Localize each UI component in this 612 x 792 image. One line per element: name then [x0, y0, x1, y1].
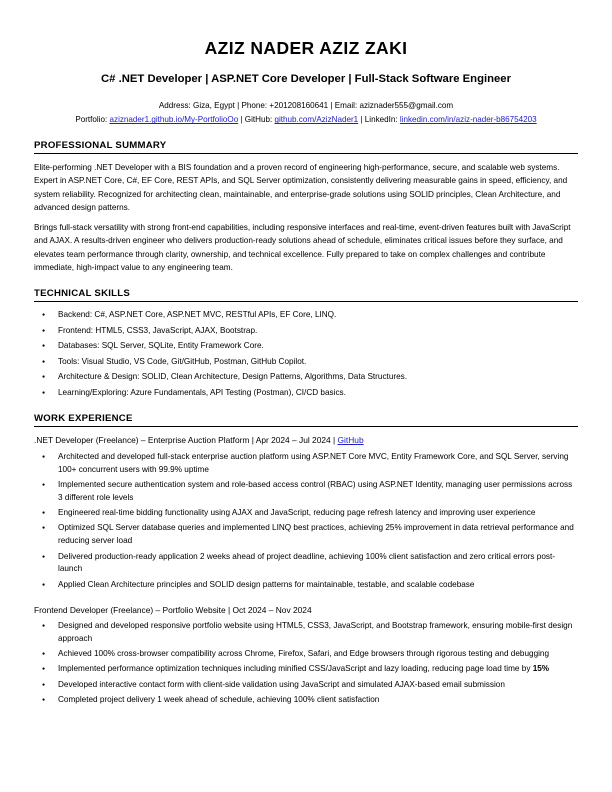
list-item: ● Architected and developed full-stack enterprise auction platform using ASP.NET Core MVC, Entity Framework Core, and SQL Server, serving 100+ concurrent users with 99.9% uptime [34, 451, 578, 477]
contact-line [34, 100, 578, 112]
contact-address-phone-email: Address: Giza, Egypt | Phone: +201208160641 | Email: aziznader555@gmail.com [158, 100, 454, 110]
job-github-link[interactable]: GitHub [337, 435, 364, 446]
list-item: ● Architecture & Design: SOLID, Clean Architecture, Design Patterns, Algorithms, Data Structures. [34, 371, 578, 384]
list-item: ● Completed project delivery 1 week ahead of schedule, achieving 100% client satisfaction [34, 694, 578, 707]
list-item: ● Databases: SQL Server, SQLite, Entity Framework Core. [34, 340, 578, 353]
summary-paragraph: Brings full-stack versatility with strong front-end capabilities, including responsive interfaces and real-time, event-driven features built with JavaScript and AJAX. A results-driven engineer who delivers production-ready solutions ahead of schedule, eliminates critical issues before they surface, and elevates team performance through clarity, ownership, and technical excellence. Fully prepared to take on complex challenges and contribute immediate, high-impact value to any engineering team. [34, 223, 571, 272]
list-item: ● Optimized SQL Server database queries and implemented LINQ best practices, achieving 25% improvement in data retrieval performance and reducing server load [34, 522, 578, 548]
links-line [34, 114, 578, 126]
section-rule-skills [34, 301, 578, 302]
job-bullets [34, 451, 578, 591]
list-item: ● Frontend: HTML5, CSS3, JavaScript, AJAX, Bootstrap. [34, 325, 578, 338]
skills-list [34, 309, 578, 399]
bullet-text-prefix: Implemented performance optimization techniques including minified CSS/JavaScript and lazy loading, reducing page load time by [58, 664, 533, 674]
job-bullets [34, 620, 578, 706]
list-item: ● Delivered production-ready application 2 weeks ahead of project deadline, achieving 100% client satisfaction and zero critical errors post-launch [34, 551, 578, 577]
linkedin-link[interactable]: linkedin.com/in/aziz-nader-b86754203 [399, 115, 537, 125]
github-link[interactable]: github.com/AzizNader1 [274, 115, 359, 125]
job-title-line [34, 434, 578, 447]
resume-header [34, 38, 578, 126]
list-item: ● Designed and developed responsive portfolio website using HTML5, CSS3, JavaScript, and Bootstrap framework, ensuring mobile-first design approach [34, 620, 578, 646]
list-item [34, 663, 578, 676]
list-item: ● Tools: Visual Studio, VS Code, Git/GitHub, Postman, GitHub Copilot. [34, 356, 578, 369]
links-separator-2: | LinkedIn: [358, 115, 400, 125]
list-item: ● Backend: C#, ASP.NET Core, ASP.NET MVC, RESTful APIs, EF Core, LINQ. [34, 309, 578, 322]
job-title-line [34, 604, 578, 617]
section-technical-skills [34, 288, 578, 399]
candidate-headline: C# .NET Developer | ASP.NET Core Developer | Full-Stack Software Engineer [101, 73, 511, 85]
section-title-skills: TECHNICAL SKILLS [34, 288, 131, 300]
links-separator-1: | GitHub: [238, 115, 275, 125]
summary-body [34, 161, 578, 274]
bullet-metric-value: 15% [532, 664, 550, 674]
section-title-summary: PROFESSIONAL SUMMARY [34, 140, 167, 152]
job-title-text: .NET Developer (Freelance) – Enterprise Auction Platform | Apr 2024 – Jul 2024 | [34, 435, 338, 446]
section-rule-experience [34, 426, 578, 427]
job-entry [34, 604, 578, 707]
job-entry [34, 434, 578, 591]
section-rule-summary [34, 153, 578, 154]
candidate-name: AZIZ NADER AZIZ ZAKI [204, 38, 408, 58]
list-item: ● Developed interactive contact form with client-side validation using JavaScript and simulated AJAX-based email submission [34, 679, 578, 692]
job-title-text: Frontend Developer (Freelance) – Portfolio Website | Oct 2024 – Nov 2024 [34, 604, 312, 615]
section-work-experience [34, 413, 578, 706]
list-item: ● Applied Clean Architecture principles and SOLID design patterns for maintainable, testable, and scalable codebase [34, 579, 578, 592]
list-item: ● Achieved 100% cross-browser compatibility across Chrome, Firefox, Safari, and Edge browsers through rigorous testing and debugging [34, 648, 578, 661]
portfolio-label: Portfolio: [75, 115, 110, 125]
list-item: ● Implemented secure authentication system and role-based access control (RBAC) using ASP.NET Identity, managing user permissions across 3 different role levels [34, 479, 578, 505]
portfolio-link[interactable]: aziznader1.github.io/My-PortfolioOo [109, 115, 239, 125]
section-title-experience: WORK EXPERIENCE [34, 413, 133, 425]
list-item: ● Engineered real-time bidding functionality using AJAX and JavaScript, reducing page refresh latency and improving user experience [34, 507, 578, 520]
list-item: ● Learning/Exploring: Azure Fundamentals, API Testing (Postman), CI/CD basics. [34, 387, 578, 400]
summary-paragraph: Elite-performing .NET Developer with a BIS foundation and a proven record of engineering high-performance, secure, and scalable web systems. Expert in ASP.NET Core, C#, EF Core, REST APIs, and SQL Server optimization, consistently delivering measurable gains in speed, efficiency, and system reliability. Recognized for architecting clean, maintainable, and enterprise-grade solutions using SOLID principles, Clean Architecture, and advanced design patterns. [34, 163, 568, 212]
section-professional-summary [34, 140, 578, 274]
